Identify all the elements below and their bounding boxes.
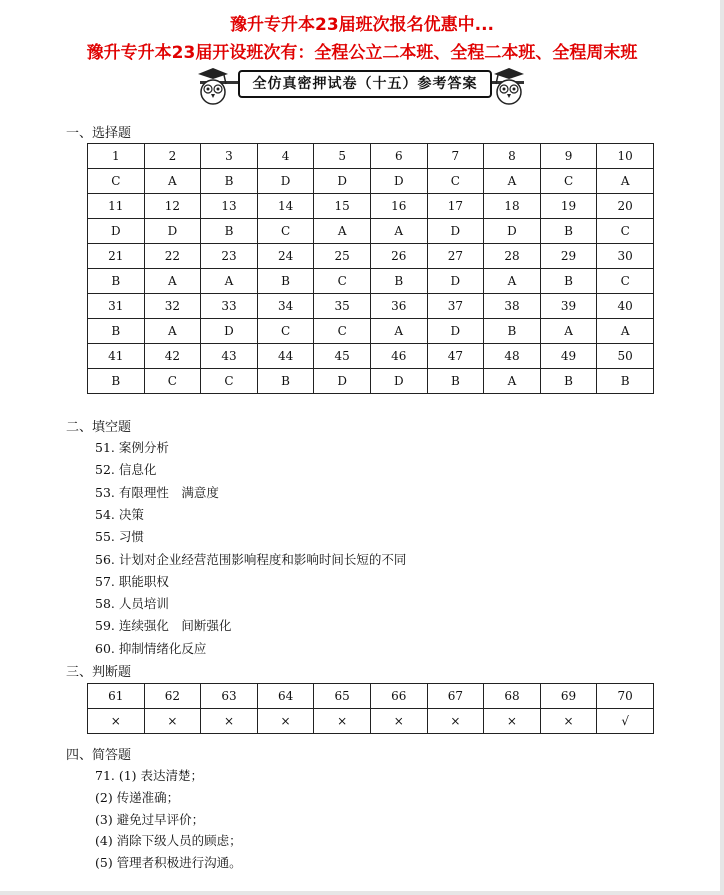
table-cell: B [370,269,427,294]
owl-with-graduation-cap-icon [196,66,230,106]
table-cell: B [88,269,145,294]
table-row [88,684,654,709]
table-cell: 69 [540,684,597,709]
table-cell: 45 [314,344,371,369]
table-cell: D [257,169,314,194]
table-cell: B [540,369,597,394]
table-cell: 12 [144,194,201,219]
table-cell: 4 [257,144,314,169]
answer-item: (5) 管理者积极进行沟通。 [95,855,242,871]
table-cell: 25 [314,244,371,269]
table-cell: C [144,369,201,394]
table-cell: A [370,219,427,244]
table-cell: 36 [370,294,427,319]
table-cell: 48 [484,344,541,369]
table-cell: A [144,269,201,294]
table-cell: A [540,319,597,344]
answer-item: 71. (1) 表达清楚； [95,768,204,783]
table-cell: 39 [540,294,597,319]
answer-item: 60. 抑制情绪化反应 [95,640,207,656]
judge-answer-table [87,683,654,734]
table-cell: 34 [257,294,314,319]
table-cell: B [88,319,145,344]
answer-item: 55. 习惯 [95,529,144,545]
table-cell: × [314,709,371,734]
table-cell: 68 [484,684,541,709]
table-cell: 32 [144,294,201,319]
table-cell: 20 [597,194,654,219]
page-edge-bottom [0,891,724,895]
table-cell: 16 [370,194,427,219]
table-cell: 6 [370,144,427,169]
table-row [88,294,654,319]
table-cell: 14 [257,194,314,219]
table-cell: × [257,709,314,734]
table-cell: 30 [597,244,654,269]
table-cell: 50 [597,344,654,369]
table-cell: A [484,269,541,294]
table-cell: B [484,319,541,344]
page-title: 全仿真密押试卷（十五）参考答案 [238,70,492,98]
table-row [88,194,654,219]
table-cell: 3 [201,144,258,169]
table-cell: D [427,319,484,344]
table-cell: × [484,709,541,734]
table-cell: 18 [484,194,541,219]
table-cell: 40 [597,294,654,319]
table-cell: 29 [540,244,597,269]
table-row [88,144,654,169]
table-cell: D [370,369,427,394]
answer-item: 58. 人员培训 [95,596,169,612]
table-cell: 26 [370,244,427,269]
table-cell: 33 [201,294,258,319]
table-cell: C [427,169,484,194]
answer-item: (3) 避免过早评价； [95,811,205,827]
table-cell: 65 [314,684,371,709]
table-cell: 24 [257,244,314,269]
table-cell: 21 [88,244,145,269]
table-cell: 49 [540,344,597,369]
table-cell: C [257,319,314,344]
table-cell: × [427,709,484,734]
table-row [88,319,654,344]
table-cell: B [201,169,258,194]
table-cell: 23 [201,244,258,269]
table-cell: C [597,269,654,294]
table-cell: 62 [144,684,201,709]
table-cell: A [314,219,371,244]
table-cell: D [484,219,541,244]
table-cell: A [370,319,427,344]
section-heading-choice: 一、选择题 [66,126,132,141]
table-cell: 44 [257,344,314,369]
table-cell: 70 [597,684,654,709]
answer-item: (2) 传递准确； [95,789,180,805]
table-cell: 22 [144,244,201,269]
table-cell: C [314,269,371,294]
answer-item: 52. 信息化 [95,462,157,478]
table-row [88,219,654,244]
answer-item: 54. 决策 [95,506,144,522]
table-cell: 28 [484,244,541,269]
page-edge-right [720,0,724,895]
table-cell: 5 [314,144,371,169]
table-cell: A [201,269,258,294]
table-cell: 31 [88,294,145,319]
table-cell: B [257,369,314,394]
table-cell: D [144,219,201,244]
table-cell: 66 [370,684,427,709]
table-cell: 67 [427,684,484,709]
section-heading-fill: 二、填空题 [66,420,132,435]
table-cell: 27 [427,244,484,269]
table-cell: 63 [201,684,258,709]
table-cell: 10 [597,144,654,169]
table-cell: D [314,169,371,194]
table-cell: 46 [370,344,427,369]
table-cell: C [257,219,314,244]
table-cell: A [144,319,201,344]
table-cell: D [427,219,484,244]
table-cell: A [484,369,541,394]
table-cell: C [540,169,597,194]
table-cell: C [314,319,371,344]
answer-item: 51. 案例分析 [95,440,169,455]
table-cell: 38 [484,294,541,319]
table-cell: A [484,169,541,194]
table-cell: 15 [314,194,371,219]
table-cell: C [201,369,258,394]
table-cell: D [427,269,484,294]
table-row [88,244,654,269]
answer-item: (4) 消除下级人员的顾虑； [95,833,242,849]
table-cell: 2 [144,144,201,169]
table-cell: 11 [88,194,145,219]
table-cell: B [540,269,597,294]
table-cell: D [88,219,145,244]
owl-with-graduation-cap-icon [492,66,526,106]
banner-line-1: 豫升专升本23届班次报名优惠中... [229,15,495,35]
table-cell: × [540,709,597,734]
table-cell: 17 [427,194,484,219]
table-cell: B [427,369,484,394]
table-cell: A [144,169,201,194]
table-cell: 41 [88,344,145,369]
table-cell: C [88,169,145,194]
table-cell: A [597,319,654,344]
table-cell: × [144,709,201,734]
section-heading-judge: 三、判断题 [66,665,132,680]
table-row [88,169,654,194]
table-cell: B [597,369,654,394]
table-cell: B [88,369,145,394]
table-cell: B [201,219,258,244]
section-heading-short: 四、简答题 [66,748,132,763]
table-cell: B [257,269,314,294]
table-cell: A [597,169,654,194]
table-cell: × [370,709,427,734]
answer-item: 59. 连续强化 间断强化 [95,618,232,634]
table-cell: 1 [88,144,145,169]
choice-answer-table [87,143,654,394]
table-cell: 37 [427,294,484,319]
table-row [88,344,654,369]
table-cell: 8 [484,144,541,169]
table-cell: 9 [540,144,597,169]
table-row [88,269,654,294]
table-cell: C [597,219,654,244]
table-cell: 64 [257,684,314,709]
table-row [88,369,654,394]
table-cell: D [370,169,427,194]
table-cell: D [314,369,371,394]
banner-line-2: 豫升专升本23届开设班次有：全程公立二本班、全程二本班、全程周末班 [86,43,638,63]
table-cell: B [540,219,597,244]
table-cell: 13 [201,194,258,219]
table-cell: 47 [427,344,484,369]
table-cell: D [201,319,258,344]
table-cell: 61 [88,684,145,709]
answer-item: 57. 职能职权 [95,573,169,589]
table-cell: 43 [201,344,258,369]
answer-item: 56. 计划对企业经营范围影响程度和影响时间长短的不同 [95,551,407,567]
table-cell: 35 [314,294,371,319]
table-row [88,709,654,734]
table-cell: √ [597,709,654,734]
table-cell: × [88,709,145,734]
answer-item: 53. 有限理性 满意度 [95,484,219,500]
table-cell: 42 [144,344,201,369]
table-cell: 7 [427,144,484,169]
table-cell: 19 [540,194,597,219]
table-cell: × [201,709,258,734]
